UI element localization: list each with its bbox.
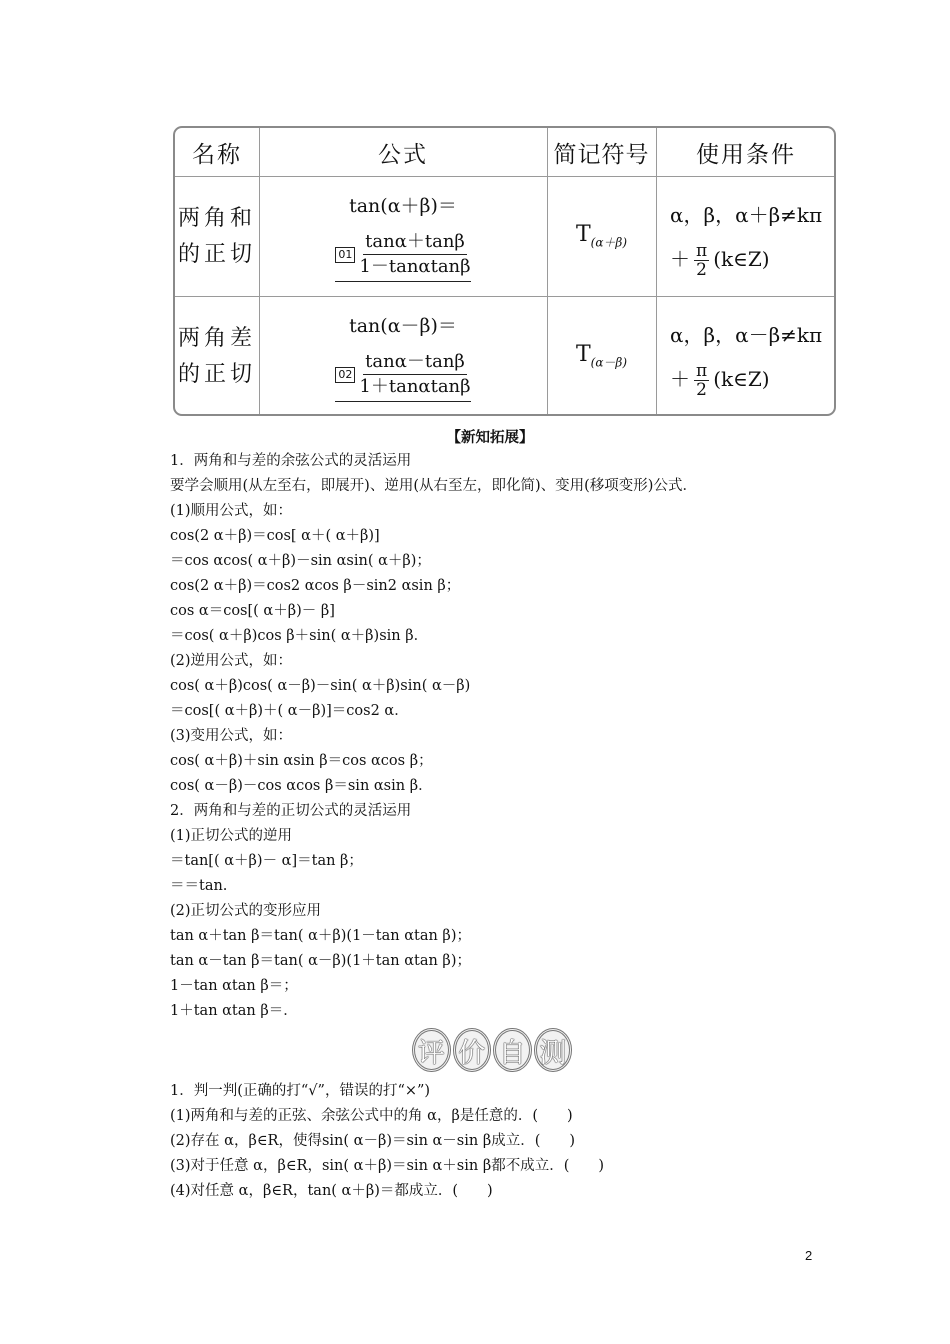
fraction-denominator: 1＋tanαtanβ [359,376,471,397]
text-line: ＝tan[( α＋β)－ α]＝tan β； [170,853,363,869]
answer-blank [335,230,470,282]
row-sum-symbol [547,177,656,296]
text-line: (1)顺用公式，如： [170,503,293,519]
frac-num: π [696,360,708,381]
symbol-subscript: (α－β) [590,355,628,370]
text-line: cos α＝cos[( α＋β)－ β] [170,603,335,619]
text-line: ＝cos[( α＋β)＋( α－β)]＝cos2 α． [170,703,409,719]
formula-table [173,126,836,416]
text-line: (2)逆用公式，如： [170,653,293,669]
text-line: 1－tan αtan β＝； [170,978,298,994]
exercise-line: (2)存在 α，β∈R，使得sin( α－β)＝sin α－sin β成立．( ) [170,1133,576,1149]
row-diff-condition [656,297,836,416]
text-line: cos( α＋β)＋sin αsin β＝cos αcos β； [170,753,433,769]
header-symbol: 简记符号 [553,141,650,168]
text-line: tan α＋tan β＝tan( α＋β)(1－tan αtan β)； [170,928,471,944]
row-name-line: 的正切 [177,361,256,387]
symbol-base: T [575,342,591,368]
frac-num: π [696,240,708,261]
self-assessment-banner [412,1028,572,1078]
text-line: (2)正切公式的变形应用 [170,903,322,919]
text-line: 1．两角和与差的余弦公式的灵活运用 [170,453,412,469]
text-line: 2．两角和与差的正切公式的灵活运用 [170,803,412,819]
row-name-line: 的正切 [177,241,256,267]
formula-lhs: tan(α＋β)＝ [349,195,457,217]
text-line: 要学会顺用(从左至右，即展开)、逆用(从右至左，即化简)、变用(移项变形)公式． [170,478,697,494]
row-diff-name [175,297,259,416]
section-title: 【新知拓展】 [446,429,534,446]
header-formula: 公式 [378,141,428,168]
frac-den: 2 [696,259,707,280]
plus-sign: ＋ [670,246,690,271]
condition-tail: (k∈Z) [713,246,770,271]
text-line: ＝cos αcos( α＋β)－sin αsin( α＋β)； [170,553,431,569]
text-line: (1)正切公式的逆用 [170,828,293,844]
text-line: (3)变用公式，如： [170,728,293,744]
exercise-line: (1)两角和与差的正弦、余弦公式中的角 α，β是任意的．( ) [170,1108,573,1124]
row-name-line: 两角和 [177,205,256,231]
condition-line [670,237,770,281]
row-sum-name [175,177,259,296]
blank-number: 02 [335,367,355,383]
plus-sign: ＋ [670,366,690,391]
condition-tail: (k∈Z) [713,366,770,391]
symbol-base: T [575,222,591,248]
text-line: tan α－tan β＝tan( α－β)(1＋tan αtan β)； [170,953,471,969]
row-diff-formula [259,297,547,416]
pi-over-two [694,242,709,279]
text-line: cos(2 α＋β)＝cos[ α＋( α＋β)] [170,528,380,544]
fraction-numerator: tanα＋tanβ [363,230,467,255]
blank-number: 01 [335,247,355,263]
fraction [359,230,470,279]
text-line: cos( α＋β)cos( α－β)－sin( α＋β)sin( α－β) [170,678,471,694]
text-line: ＝＝tan. [170,878,228,894]
row-sum-condition [656,177,836,296]
pi-over-two [694,362,709,399]
text-line: ＝cos( α＋β)cos β＋sin( α＋β)sin β． [170,628,429,644]
condition-line: α，β，α＋β≠kπ [670,202,823,227]
stamp-char: 测 [534,1028,573,1072]
symbol-subscript: (α＋β) [590,235,628,250]
exercise-line: (4)对任意 α，β∈R，tan( α＋β)＝都成立．( ) [170,1183,493,1199]
text-line: cos( α－β)－cos αcos β＝sin αsin β． [170,778,433,794]
condition-line: α，β，α－β≠kπ [670,322,823,347]
text-line: cos(2 α＋β)＝cos2 αcos β－sin2 αsin β； [170,578,461,594]
condition-line [670,357,770,401]
stamp-char: 自 [493,1028,532,1072]
fraction-numerator: tanα－tanβ [363,350,467,375]
answer-blank [335,350,470,402]
frac-den: 2 [696,379,707,400]
stamp-char: 评 [412,1028,451,1072]
formula-lhs: tan(α－β)＝ [349,315,457,337]
exercise-line: (3)对于任意 α，β∈R，sin( α＋β)＝sin α＋sin β都不成立．( ) [170,1158,605,1174]
header-condition: 使用条件 [696,141,796,168]
row-diff-symbol [547,297,656,416]
fraction-denominator: 1－tanαtanβ [359,256,471,277]
page-number: 2 [805,1248,813,1263]
stamp-char: 价 [453,1028,492,1072]
row-sum-formula [259,177,547,296]
exercise-line: 1．判一判(正确的打“√”，错误的打“×”) [170,1083,431,1099]
fraction [359,350,470,399]
row-name-line: 两角差 [177,325,256,351]
header-name: 名称 [192,141,242,168]
text-line: 1＋tan αtan β＝． [170,1003,298,1019]
